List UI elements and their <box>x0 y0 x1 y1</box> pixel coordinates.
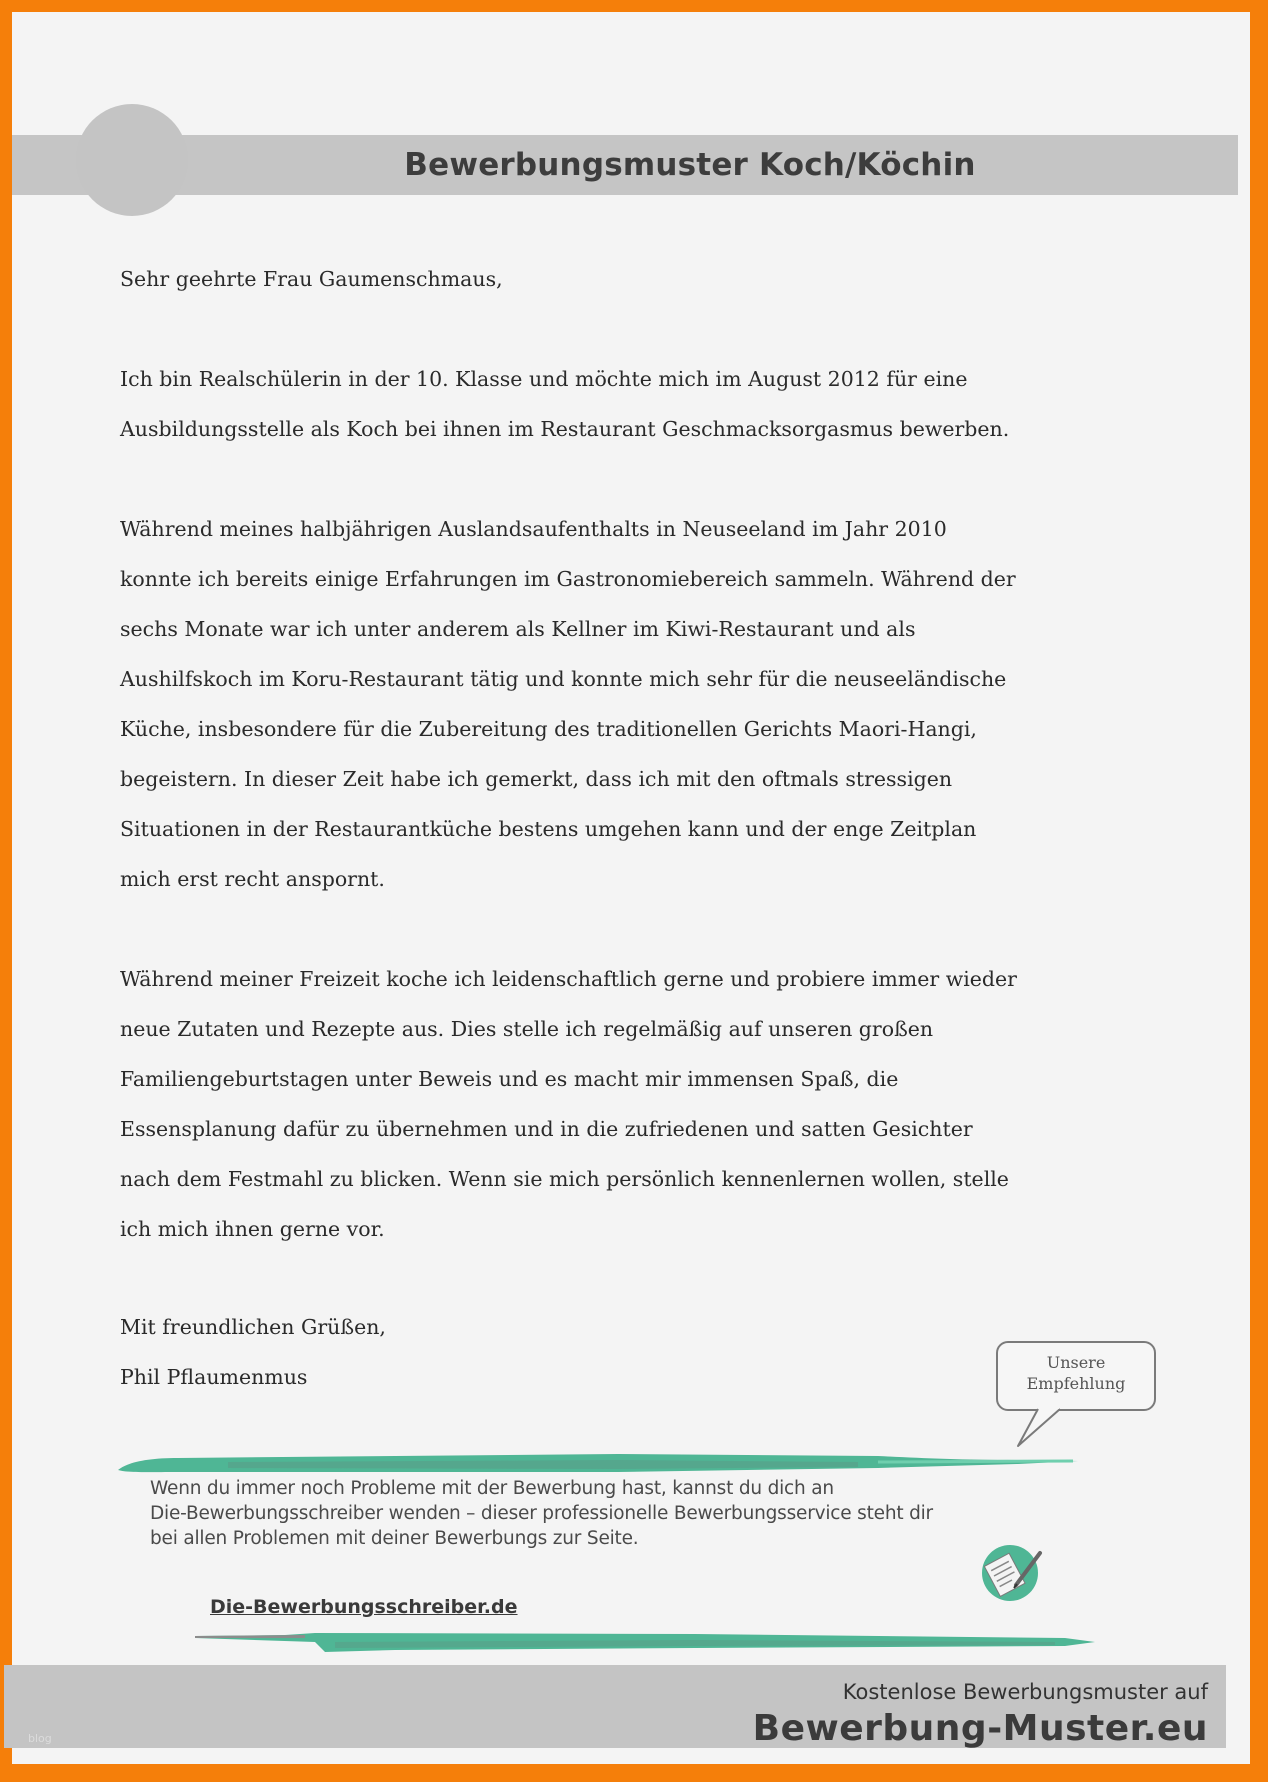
footer-tagline: Kostenlose Bewerbungsmuster auf <box>842 1680 1208 1704</box>
salutation: Sehr geehrte Frau Gaumenschmaus, <box>120 267 503 291</box>
letter-line: Ich bin Realschülerin in der 10. Klasse und möchte mich im August 2012 für eine <box>120 367 968 391</box>
watermark: blog <box>28 1732 52 1745</box>
page-title: Bewerbungsmuster Koch/Köchin <box>404 147 976 183</box>
letter-line: mich erst recht anspornt. <box>120 867 385 891</box>
promo-line: Wenn du immer noch Probleme mit der Bewerbung hast, kannst du dich an <box>150 1478 834 1499</box>
bubble-line-2: Empfehlung <box>1026 1374 1126 1393</box>
promo-text <box>150 1476 1110 1551</box>
letter-body <box>120 254 1120 1254</box>
letter-line: Ausbildungsstelle als Koch bei ihnen im Restaurant Geschmacksorgasmus bewerben. <box>120 417 1010 441</box>
letter-line: Familiengeburtstagen unter Beweis und es macht mir immensen Spaß, die <box>120 1067 899 1091</box>
letter-line: Während meines halbjährigen Auslandsaufenthalts in Neuseeland im Jahr 2010 <box>120 517 947 541</box>
bubble-tail <box>1012 1404 1072 1450</box>
document-pen-icon <box>970 1533 1050 1613</box>
paragraph-1 <box>120 354 1120 454</box>
letter-line: ich mich ihnen gerne vor. <box>120 1217 385 1241</box>
promo-line: Die-Bewerbungsschreiber wenden – dieser professionelle Bewerbungsservice steht dir <box>150 1503 933 1524</box>
footer-site-name[interactable]: Bewerbung-Muster.eu <box>752 1708 1208 1749</box>
letter-line: Essensplanung dafür zu übernehmen und in die zufriedenen und satten Gesichter <box>120 1117 973 1141</box>
promo-line: bei allen Problemen mit deiner Bewerbungs zur Seite. <box>150 1528 639 1549</box>
bubble-line-1: Unsere <box>1046 1353 1106 1372</box>
brush-stroke-bottom <box>195 1628 1095 1658</box>
letter-line: Während meiner Freizeit koche ich leidenschaftlich gerne und probiere immer wieder <box>120 967 1017 991</box>
signature: Phil Pflaumenmus <box>120 1365 308 1389</box>
closing-phrase: Mit freundlichen Grüßen, <box>120 1315 386 1339</box>
letter-closing <box>120 1302 386 1402</box>
letter-line: sechs Monate war ich unter anderem als Kellner im Kiwi-Restaurant und als <box>120 617 916 641</box>
letter-line: Küche, insbesondere für die Zubereitung des traditionellen Gerichts Maori-Hangi, <box>120 717 977 741</box>
letter-line: neue Zutaten und Rezepte aus. Dies stelle ich regelmäßig auf unseren großen <box>120 1017 934 1041</box>
letter-line: Aushilfskoch im Koru-Restaurant tätig und konnte mich sehr für die neuseeländische <box>120 667 1007 691</box>
bewerbungsschreiber-link[interactable]: Die-Bewerbungsschreiber.de <box>210 1596 518 1618</box>
paragraph-3 <box>120 954 1120 1254</box>
recommendation-bubble <box>996 1341 1156 1411</box>
paragraph-2 <box>120 504 1120 904</box>
brush-stroke-top <box>118 1448 1078 1476</box>
letter-line: Situationen in der Restaurantküche bestens umgehen kann und der enge Zeitplan <box>120 817 977 841</box>
letter-line: konnte ich bereits einige Erfahrungen im Gastronomiebereich sammeln. Während der <box>120 567 1016 591</box>
letter-line: nach dem Festmahl zu blicken. Wenn sie mich persönlich kennenlernen wollen, stelle <box>120 1167 1009 1191</box>
letter-line: begeistern. In dieser Zeit habe ich gemerkt, dass ich mit den oftmals stressigen <box>120 767 953 791</box>
